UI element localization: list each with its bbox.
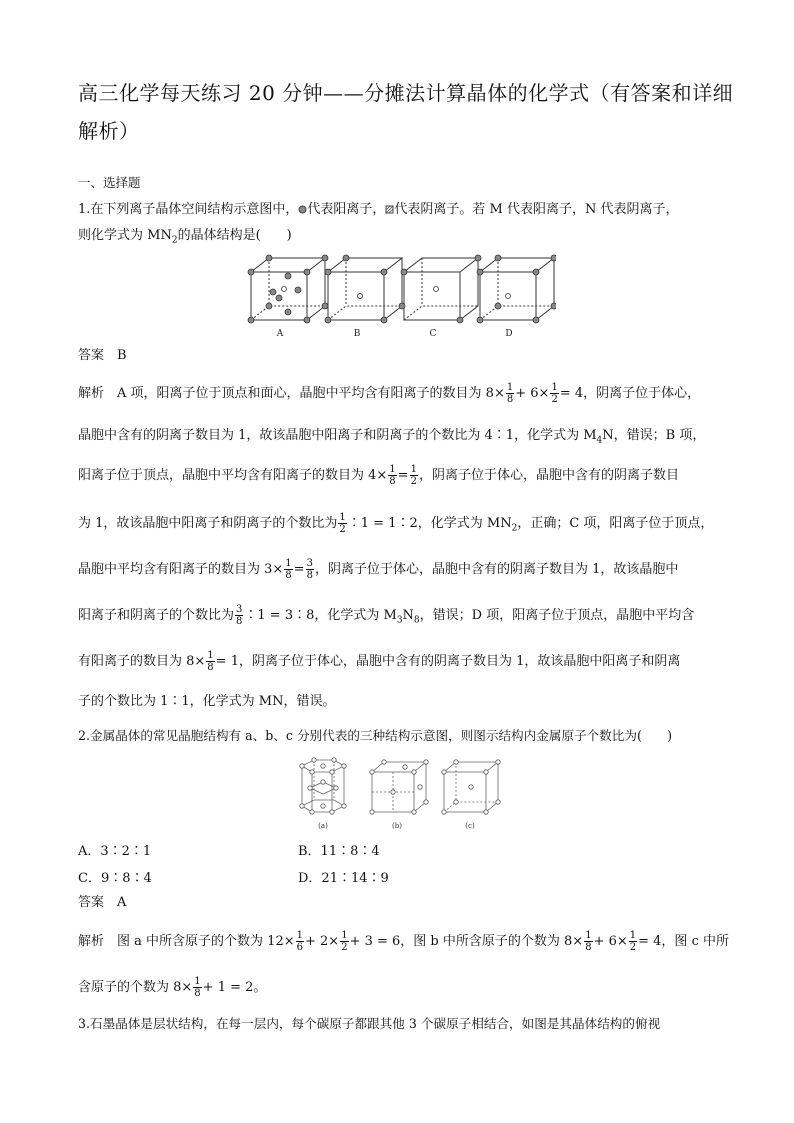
- q1-analysis-line1: 解析 A 项，阳离子位于顶点和面心，晶胞中平均含有阳离子的数目为 8× $\frac{1}{8}$ + 6× $\frac{1}{2}$ = 4，阴离子位于体心，: [78, 382, 701, 405]
- fraction: $\frac{1}{8}$: [194, 976, 201, 999]
- q2-option-a: A．3∶2∶1: [78, 844, 152, 859]
- cube-c: [404, 258, 478, 320]
- q1-analysis-line8: 子的个数比为 1∶1，化学式为 MN，错误。: [78, 694, 336, 709]
- figure-label-d: D: [505, 329, 513, 339]
- fraction: $\frac{1}{2}$: [339, 512, 346, 535]
- fraction: $\frac{1}{2}$: [629, 930, 637, 953]
- q2-analysis-line2: 含原子的个数为 8× $\frac{1}{8}$ + 1 = 2。: [78, 976, 267, 999]
- fraction: $\frac{1}{6}$: [296, 930, 303, 953]
- q2-answer: 答案 A: [78, 895, 127, 910]
- q1-analysis-line5: 晶胞中平均含有阳离子的数目为 3× $\frac{1}{8}$ = $\frac{3}{8}$ ，阴离子位于体心，晶胞中含有的阴离子数目为 1，故该晶胞中: [78, 558, 679, 581]
- figure-label-a: (a): [318, 822, 328, 830]
- figure-label-c: (c): [465, 822, 475, 830]
- fraction: $\frac{1}{8}$: [389, 464, 396, 487]
- fraction: $\frac{1}{8}$: [585, 930, 592, 953]
- figure-label-b: (b): [392, 822, 402, 830]
- cube-d: [480, 258, 554, 320]
- q1-stem-line2: 则化学式为 $MN_2$的晶体结构是( ): [78, 228, 292, 246]
- figure-label-b: B: [353, 329, 361, 339]
- q2-option-d: D．21∶14∶9: [298, 871, 389, 886]
- section-heading: 一、选择题: [78, 175, 141, 190]
- fraction: $\frac{1}{2}$: [410, 464, 417, 487]
- q1-analysis-line3: 阳离子位于顶点，晶胞中平均含有阳离子的数目为 4× $\frac{1}{8}$ = $\frac{1}{2}$ ，阴离子位于体心，晶胞中含有的阴离子数目: [78, 464, 679, 487]
- q1-answer: 答案 B: [78, 348, 127, 363]
- q2-metal-crystal-figure: [292, 752, 502, 832]
- q2-stem: 2.金属晶体的常见晶胞结构有 a、b、c 分别代表的三种结构示意图，则图示结构内金属原子个数比为( ): [78, 728, 673, 743]
- q1-analysis-line6: 阳离子和阴离子的个数比为 $\frac{3}{8}$ ∶1 = 3∶8，化学式为 $M_3N_8$，错误；D 项，阳离子位于顶点，晶胞中平均含: [78, 604, 695, 627]
- cube-b: [328, 258, 402, 320]
- figure-label-a: A: [276, 329, 284, 339]
- figure-label-c: C: [429, 329, 437, 339]
- q1-stem-line1: 1.在下列离子晶体空间结构示意图中， 代表阳离子， 代表阴离子。若 M 代表阳离子，N 代表阴离子，: [78, 202, 679, 217]
- q1-analysis-line2: 晶胞中含有的阴离子数目为 1，故该晶胞中阳离子和阴离子的个数比为 4∶1，化学式为 $M_4N$，错误；B 项，: [78, 428, 706, 446]
- fraction: $\frac{1}{8}$: [285, 558, 292, 581]
- q1-analysis-line7: 有阳离子的数目为 8× $\frac{1}{8}$ = 1，阴离子位于体心，晶胞中含有的阴离子数目为 1，故该晶胞中阳离子和阴离: [78, 650, 681, 673]
- page-title: 高三化学每天练习 20 分钟——分摊法计算晶体的化学式（有答案和详细解析）: [78, 81, 734, 143]
- fraction: $\frac{1}{2}$: [341, 930, 348, 953]
- fraction: $\frac{1}{8}$: [506, 382, 514, 405]
- fraction: $\frac{3}{8}$: [236, 604, 243, 627]
- q2-analysis-line1: 解析 图 a 中所含原子的个数为 12× $\frac{1}{6}$ + 2× $\frac{1}{2}$ + 3 = 6，图 b 中所含原子的个数为 8× $\frac{1}{8}$ + 6× $\frac{1}{2}$ = 4，图 c 中所: [78, 930, 729, 953]
- fraction: $\frac{1}{8}$: [207, 650, 214, 673]
- q1-analysis-line4: 为 1，故该晶胞中阳离子和阴离子的个数比为 $\frac{1}{2}$ ∶1 = 1∶2，化学式为 $MN_2$，正确；C 项，阳离子位于顶点，: [78, 512, 714, 535]
- q1-crystal-figure: [246, 252, 556, 340]
- fraction: $\frac{1}{2}$: [551, 382, 558, 405]
- q2-option-b: B．11∶8∶4: [298, 844, 380, 859]
- q3-stem: 3.石墨晶体是层状结构，在每一层内，每个碳原子都跟其他 3 个碳原子相结合，如图是其晶体结构的俯视: [78, 1016, 661, 1031]
- fraction: $\frac{3}{8}$: [306, 558, 313, 581]
- q2-option-c: C．9∶8∶4: [78, 871, 152, 886]
